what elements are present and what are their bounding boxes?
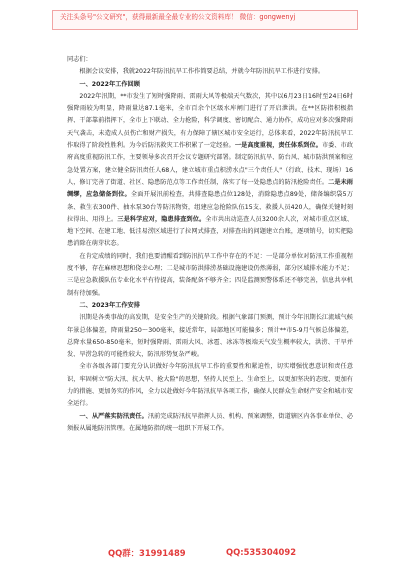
review-paragraph (67, 91, 353, 251)
contact-footer (0, 547, 408, 561)
promo-banner-text: 关注头条号"公文研究"，获得最新最全最专业的公文资料库！ 微信：gongwenyj (60, 13, 296, 21)
task-1-bold: 一、从严落实防汛责任。 (79, 412, 148, 420)
qq-number-label: QQ:535304092 (226, 547, 297, 557)
requirements-paragraph: 全市各级各部门要充分认识做好今年防汛抗旱工作的重要性和紧迫性，切实增强忧患意识和责任意识，牢固树立"防大汛、抗大旱、抢大险"的思想，坚持人民至上、生命至上，以更加坚决的态度、更加有力的措施、更加务实的作风，全力以赴做好今年防汛抗旱各项工作，确保人民群众生命财产安全和城市安全运行。 (67, 363, 353, 408)
task-1-paragraph (67, 411, 353, 436)
point-3-bold: 三是科学应对，隐患排查到位。 (117, 215, 206, 223)
intro-paragraph: 根据会议安排，我就2022年防汛抗旱工作作简要总结，并就今年防汛抗旱工作进行安排。 (79, 68, 325, 76)
document-body (67, 54, 353, 435)
point-3-text: 全市共出动巡查人员3200余人次，对城市重点区域、地下空间、在建工地、低洼易涝区域进行了拉网式排查，对排查出的问题建立台账，逐项销号，切实把隐患消除在萌芽状态。 (67, 215, 354, 248)
point-1-bold: 一是高度重视，责任体系到位。 (234, 142, 322, 150)
point-1-text: 市委、市政府高度重视防汛工作，主要领导多次召开会议专题研究部署。制定防汛抗旱、防台风、城市防洪预案和应急处置方案，建立健全防汛责任人68人，建立城市重点积涝水点"三个责任人"（行政、技术、现场）16人，修订完善了街道、社区、隐患防范点等工作责任制，落实了每一处隐患点的防汛抢险责任。 (67, 142, 354, 186)
section-1-heading: 一、2022年工作回顾 (79, 80, 140, 88)
point-2-text: 全面开展汛前检查，共排查隐患点位128处，消除隐患点89处，储备编织袋5万条、救生衣300件、抽水泵30台等防汛物资，组建应急抢险队伍15支、救援人员420人，确保关键时刻拉得出、用得上。 (67, 191, 354, 223)
promo-banner (0, 8, 408, 30)
qq-group-label: QQ群：31991489 (108, 548, 186, 558)
section-2-heading: 二、2023年工作安排 (79, 301, 140, 309)
forecast-paragraph: 汛期是各类事故的高发期，是安全生产的关键阶段。根据气象部门预测，预计今年汛期长江流域气候年景总体偏差，降雨量250～300毫米，接近常年，局部地区可能偏多；预计**市5-9月气候总体偏差，总降水量650-850毫米，短时强降雨、雷雨大风、冰雹、冰冻等极端天气发生概率较大，洪涝、干旱并发、旱涝急转的可能性较大，防汛形势复杂严峻。 (67, 314, 353, 359)
review-paragraph-text: 2022年汛期，**市发生了短时强降雨、雷雨大风等极端天气数次，其中以6月23日16时至24日6时强降雨较为明显，降雨量达87.1毫米，全市百余个区级水库闸门进行了开启泄洪。在**区防指积极指挥、干部靠前指挥下，全市上下联动、全力抢险，科学调度、密切配合、通力协作，成功应对多次强降雨天气袭击，未造成人员伤亡和财产损失，有力保障了辖区城市安全运行，总体来看，2022年防汛抗旱工作取得了阶段性胜利。为今后防汛救灾工作积累了一定经验。 (67, 92, 353, 150)
point-2-bold: 二是未雨绸缪，应急储备到位。 (67, 178, 353, 199)
task-1-text: 汛前完成防汛抗旱指挥人员、机构、预案调整，街道辖区内各事业单位、必须报从属地防汛管理。在属地防指的统一组织下开展工作。 (67, 412, 354, 432)
shortcomings-paragraph: 在肯定成绩的同时，我们也要清醒看到防汛抗旱工作中存在的不足：一是部分单位对防汛工作重视程度不够，存在麻痹思想和侥幸心理；二是城市防洪排涝基础设施建设仍然薄弱，部分区域排水能力不足；三是应急救援队伍专业化水平有待提高，装备配备不够齐全；四是监测预警体系还不够完善，信息共享机制有待加强。 (67, 252, 353, 297)
salutation: 同志们： (67, 56, 92, 63)
